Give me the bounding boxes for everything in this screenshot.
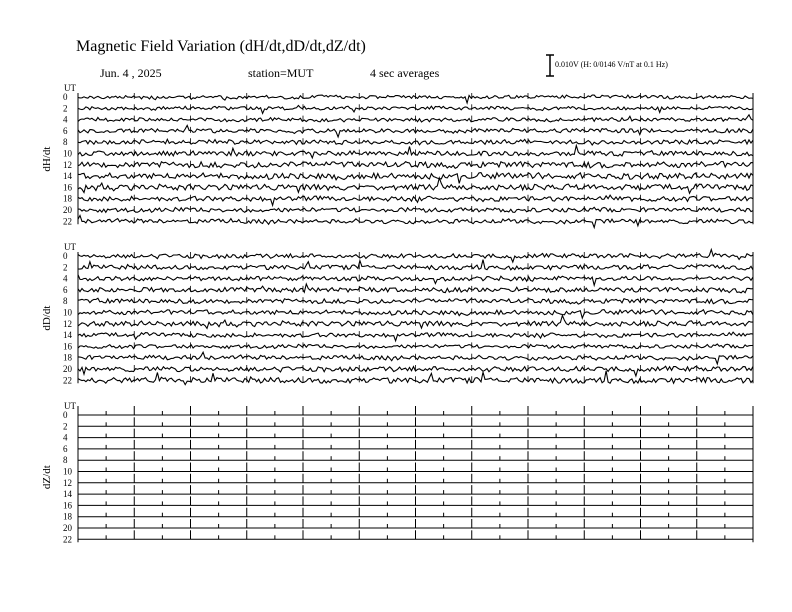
dh-dt-row-label: 0 xyxy=(63,92,68,102)
dz-dt-axis-label: dZ/dt xyxy=(41,465,53,490)
dh-dt-ut-label: UT xyxy=(64,83,76,93)
dz-dt-row-label: 4 xyxy=(63,432,68,443)
dd-dt-row-label: 18 xyxy=(63,352,72,363)
dd-dt-row-label: 2 xyxy=(63,262,68,273)
dh-dt-row-label: 2 xyxy=(63,103,68,114)
dz-dt-row-label: 2 xyxy=(63,421,68,432)
dd-dt-ut-label: UT xyxy=(64,242,76,252)
dz-dt-row-label: 18 xyxy=(63,511,72,522)
dd-dt-row-label: 20 xyxy=(63,364,72,374)
dh-dt-row-label: 6 xyxy=(63,125,68,136)
dd-dt-axis-label: dD/dt xyxy=(41,305,53,331)
averaging-label: 4 sec averages xyxy=(370,66,440,80)
dd-dt-row-label: 8 xyxy=(63,296,68,307)
dz-dt-row-label: 22 xyxy=(63,534,72,545)
dd-dt-row-label: 0 xyxy=(63,251,68,261)
dh-dt-row-label: 8 xyxy=(63,137,68,148)
dh-dt-axis-label: dH/dt xyxy=(41,146,53,172)
dh-dt-row-label: 12 xyxy=(63,159,72,170)
dz-dt-row-label: 16 xyxy=(63,500,72,511)
dh-dt-row-label: 16 xyxy=(63,182,72,193)
dh-dt-row-label: 22 xyxy=(63,216,72,227)
dz-dt-row-label: 0 xyxy=(63,410,68,420)
dz-dt-row-label: 14 xyxy=(63,489,72,500)
dd-dt-row-label: 6 xyxy=(63,284,68,295)
station-label: station=MUT xyxy=(248,66,314,80)
dh-dt-row-label: 14 xyxy=(63,171,72,182)
dz-dt-row-label: 12 xyxy=(63,477,72,488)
chart-title: Magnetic Field Variation (dH/dt,dD/dt,dZ/dt) xyxy=(76,38,366,55)
scale-bar-label: 0.010V (H: 0/0146 V/nT at 0.1 Hz) xyxy=(555,60,668,69)
dz-dt-row-label: 6 xyxy=(63,443,68,454)
dd-dt-row-label: 12 xyxy=(63,318,72,329)
dd-dt-row-label: 22 xyxy=(63,375,72,386)
dd-dt-row-label: 16 xyxy=(63,341,72,352)
dh-dt-row-label: 20 xyxy=(63,205,72,215)
date-label: Jun. 4 , 2025 xyxy=(100,66,162,80)
dz-dt-row-label: 8 xyxy=(63,455,68,466)
dz-dt-ut-label: UT xyxy=(64,401,76,411)
dh-dt-row-label: 18 xyxy=(63,193,72,204)
dd-dt-row-label: 4 xyxy=(63,273,68,284)
dd-dt-row-label: 10 xyxy=(63,307,72,318)
dz-dt-row-label: 10 xyxy=(63,466,72,477)
dd-dt-row-label: 14 xyxy=(63,330,72,341)
dh-dt-row-label: 10 xyxy=(63,148,72,159)
dh-dt-row-label: 4 xyxy=(63,114,68,125)
dz-dt-row-label: 20 xyxy=(63,523,72,533)
